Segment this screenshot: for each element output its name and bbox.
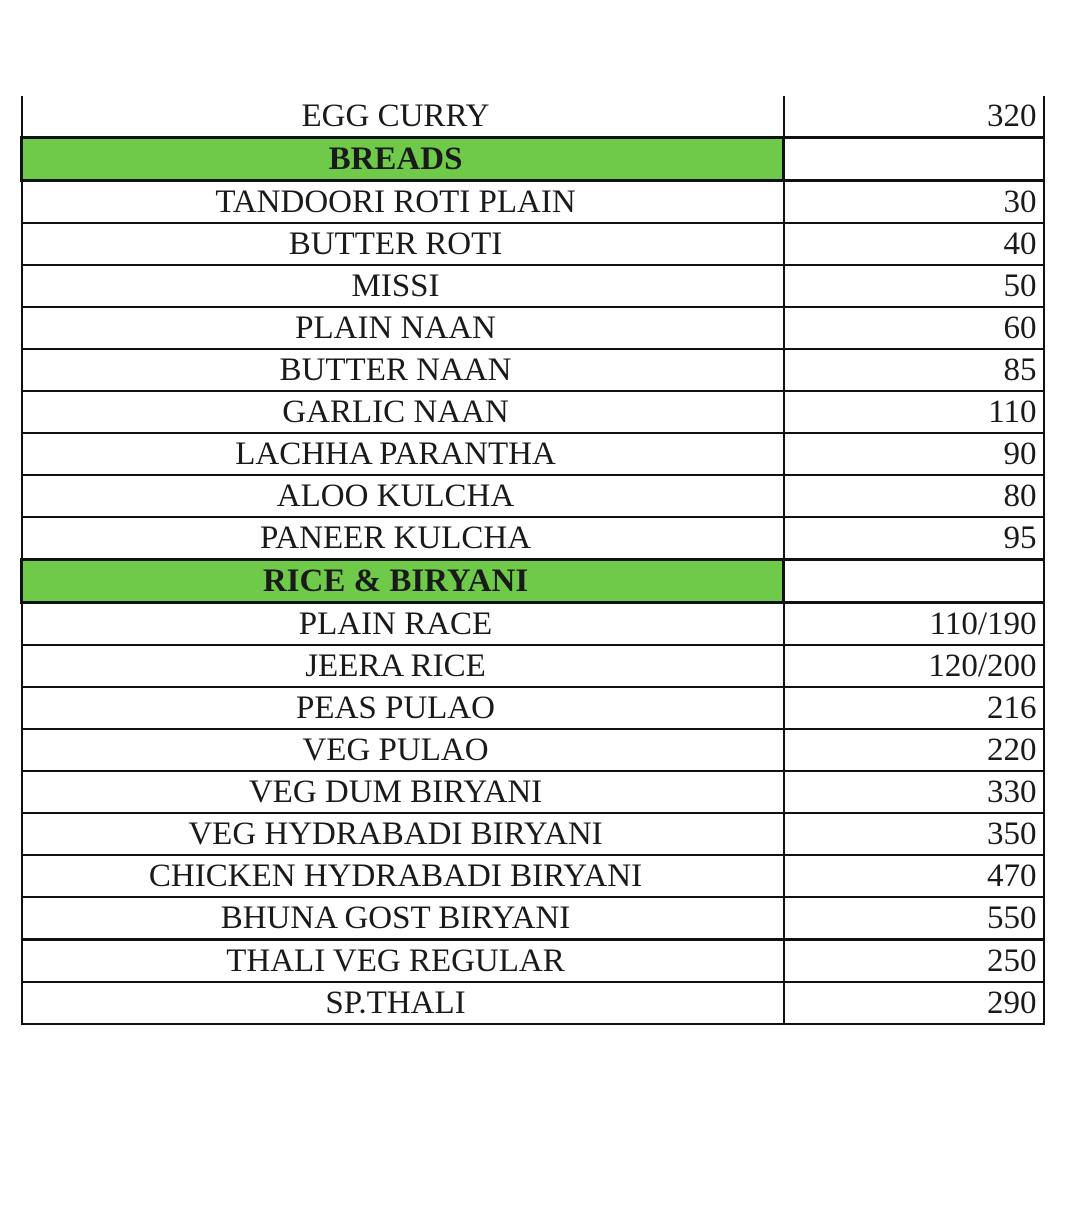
item-name: PEAS PULAO — [22, 687, 784, 729]
item-name: THALI VEG REGULAR — [22, 940, 784, 983]
menu-item-row — [22, 433, 1044, 475]
menu-item-row — [22, 391, 1044, 433]
item-name: SP.THALI — [22, 982, 784, 1024]
section-header-row — [22, 560, 1044, 603]
item-name: VEG PULAO — [22, 729, 784, 771]
item-price: 30 — [784, 181, 1044, 224]
menu-item-row — [22, 96, 1044, 138]
item-name: ALOO KULCHA — [22, 475, 784, 517]
menu-item-row — [22, 897, 1044, 940]
menu-table — [20, 96, 1045, 1025]
item-price: 220 — [784, 729, 1044, 771]
item-name: VEG HYDRABADI BIRYANI — [22, 813, 784, 855]
item-price: 216 — [784, 687, 1044, 729]
menu-item-row — [22, 603, 1044, 646]
section-title: BREADS — [22, 138, 784, 181]
menu-item-row — [22, 307, 1044, 349]
item-name: PLAIN NAAN — [22, 307, 784, 349]
section-title: RICE & BIRYANI — [22, 560, 784, 603]
item-price: 90 — [784, 433, 1044, 475]
item-name: JEERA RICE — [22, 645, 784, 687]
menu-item-row — [22, 813, 1044, 855]
menu-item-row — [22, 181, 1044, 224]
menu-item-row — [22, 349, 1044, 391]
menu-item-row — [22, 645, 1044, 687]
item-price: 290 — [784, 982, 1044, 1024]
section-price-cell — [784, 560, 1044, 603]
item-price: 120/200 — [784, 645, 1044, 687]
item-name: EGG CURRY — [22, 96, 784, 138]
item-price: 50 — [784, 265, 1044, 307]
item-price: 40 — [784, 223, 1044, 265]
menu-item-row — [22, 729, 1044, 771]
menu-item-row — [22, 771, 1044, 813]
section-header-row — [22, 138, 1044, 181]
menu-item-row — [22, 223, 1044, 265]
menu-table-body — [22, 96, 1044, 1024]
item-price: 80 — [784, 475, 1044, 517]
item-price: 110 — [784, 391, 1044, 433]
item-name: VEG DUM BIRYANI — [22, 771, 784, 813]
item-price: 470 — [784, 855, 1044, 897]
item-name: BUTTER NAAN — [22, 349, 784, 391]
item-name: TANDOORI ROTI PLAIN — [22, 181, 784, 224]
menu-item-row — [22, 982, 1044, 1024]
item-name: BUTTER ROTI — [22, 223, 784, 265]
item-name: GARLIC NAAN — [22, 391, 784, 433]
menu-item-row — [22, 687, 1044, 729]
section-price-cell — [784, 138, 1044, 181]
item-price: 110/190 — [784, 603, 1044, 646]
menu-item-row — [22, 517, 1044, 560]
item-name: LACHHA PARANTHA — [22, 433, 784, 475]
item-price: 60 — [784, 307, 1044, 349]
menu-item-row — [22, 855, 1044, 897]
menu-item-row — [22, 265, 1044, 307]
item-price: 350 — [784, 813, 1044, 855]
item-name: BHUNA GOST BIRYANI — [22, 897, 784, 940]
item-price: 550 — [784, 897, 1044, 940]
item-price: 320 — [784, 96, 1044, 138]
item-price: 95 — [784, 517, 1044, 560]
item-name: PANEER KULCHA — [22, 517, 784, 560]
item-price: 330 — [784, 771, 1044, 813]
item-name: PLAIN RACE — [22, 603, 784, 646]
item-name: CHICKEN HYDRABADI BIRYANI — [22, 855, 784, 897]
item-price: 85 — [784, 349, 1044, 391]
item-price: 250 — [784, 940, 1044, 983]
menu-item-row — [22, 940, 1044, 983]
item-name: MISSI — [22, 265, 784, 307]
menu-item-row — [22, 475, 1044, 517]
